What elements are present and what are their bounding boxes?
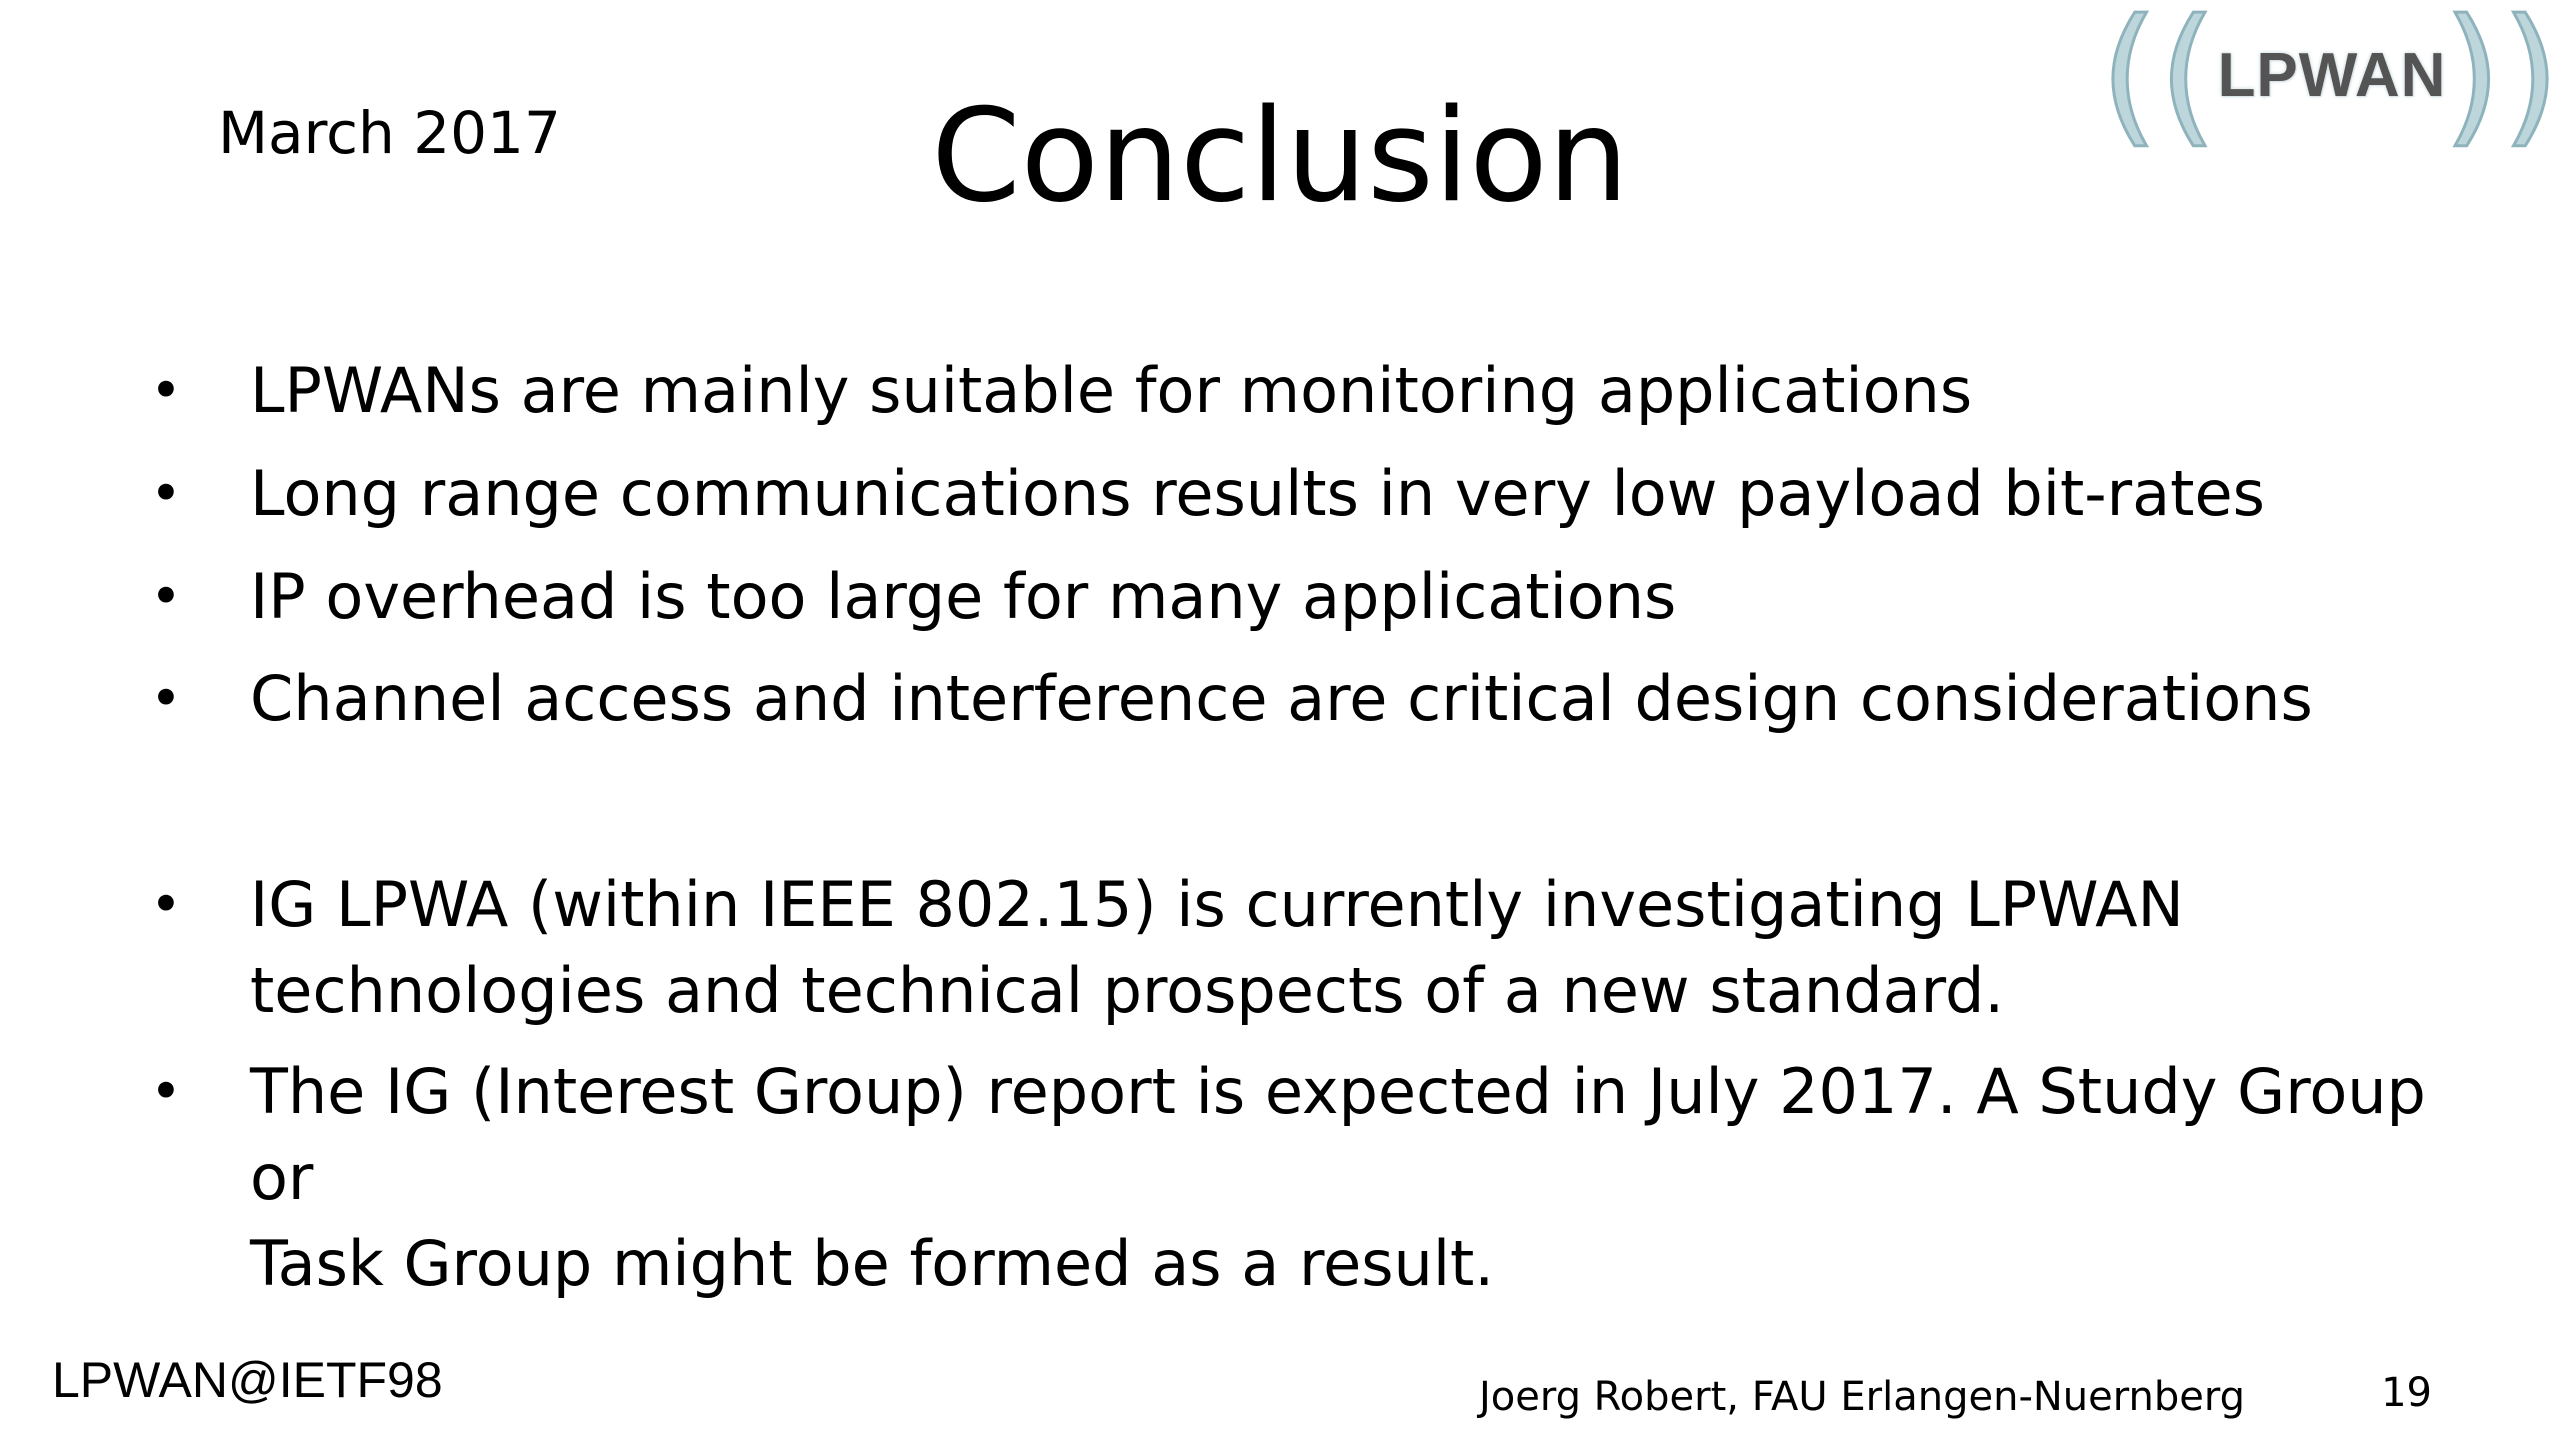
logo-left-parens: (( — [2100, 0, 2218, 162]
bullet-dot: • — [150, 565, 182, 628]
page-number: 19 — [2381, 1370, 2432, 1416]
logo-right-parens: )) — [2442, 0, 2560, 162]
lpwan-logo — [2100, 0, 2560, 162]
bullet-dot: • — [150, 873, 182, 936]
slide-title: Conclusion — [931, 82, 1629, 231]
footer-venue: LPWAN@IETF98 — [52, 1352, 443, 1408]
slide-date: March 2017 — [218, 99, 561, 167]
bullet-text: IG LPWA (within IEEE 802.15) is currently investigating LPWAN technologies and technical prospects of a new standard. — [250, 868, 2184, 1027]
bullet-dot: • — [150, 359, 182, 422]
bullet-text: The IG (Interest Group) report is expected in July 2017. A Study Group or Task Group might be formed as a result. — [250, 1055, 2426, 1300]
footer-author: Joerg Robert, FAU Erlangen-Nuernberg — [1478, 1374, 2245, 1420]
bullet-dot: • — [150, 667, 182, 730]
bullet-text: Channel access and interference are critical design considerations — [250, 662, 2313, 735]
bullet-text: LPWANs are mainly suitable for monitoring applications — [250, 354, 1973, 427]
bullet-dot: • — [150, 1060, 182, 1123]
bullet-dot: • — [150, 462, 182, 525]
bullet-text: IP overhead is too large for many applications — [250, 560, 1677, 633]
logo-text: LPWAN — [2217, 41, 2447, 110]
bullet-text: Long range communications results in very low payload bit-rates — [250, 457, 2265, 530]
